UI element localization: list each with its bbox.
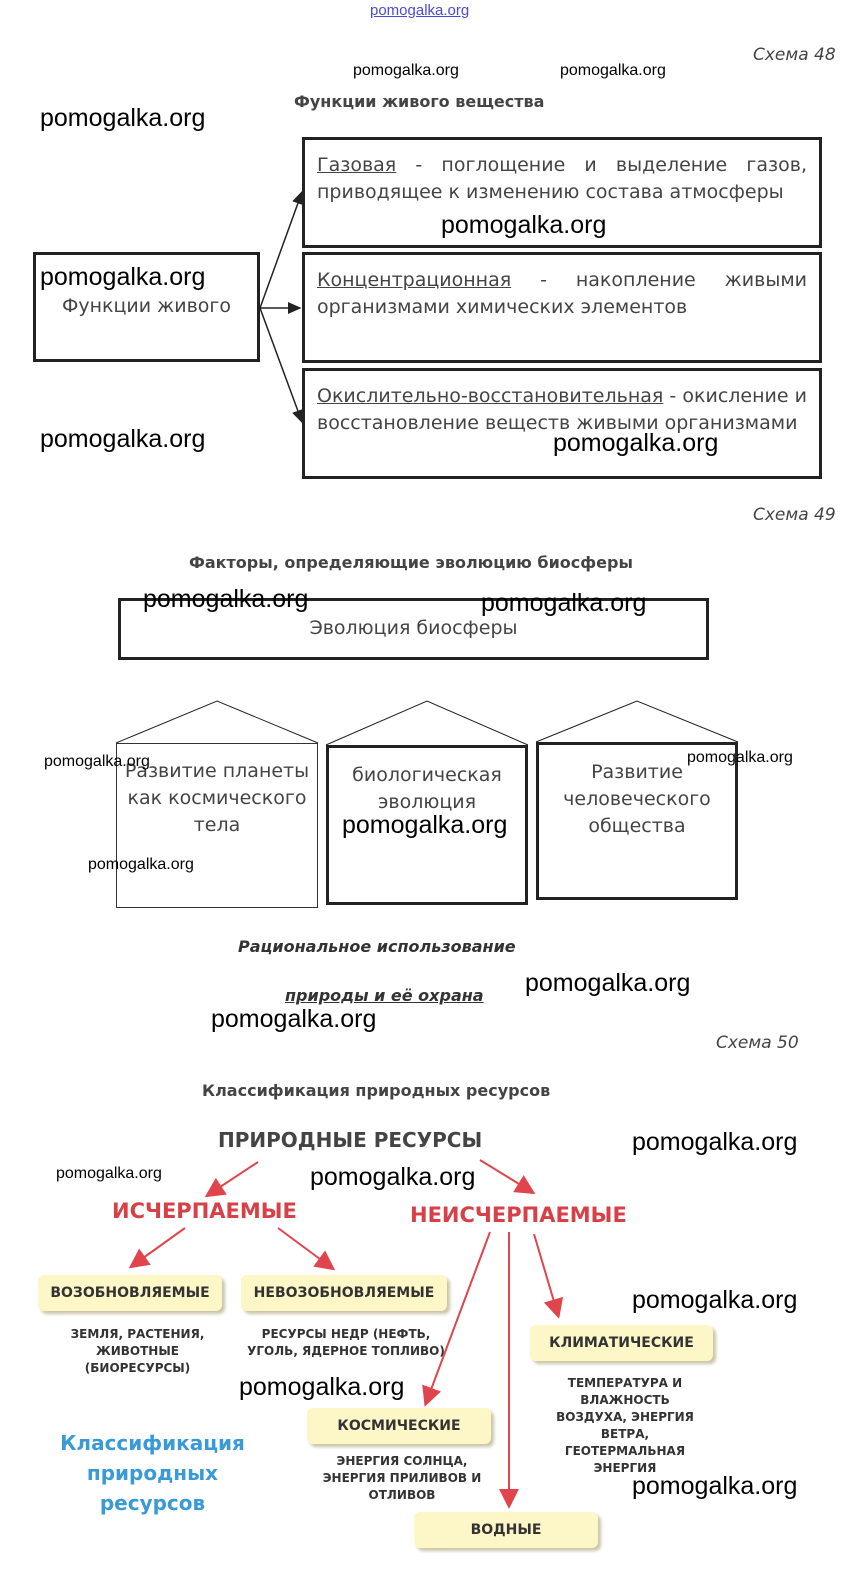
arrow-exh-nonrenewable — [278, 1228, 332, 1268]
watermark: pomogalka.org — [560, 62, 666, 79]
function-name-concentration: Концентрационная — [317, 269, 512, 291]
watermark: pomogalka.org — [44, 753, 150, 770]
watermark: pomogalka.org — [40, 263, 206, 291]
watermark: pomogalka.org — [88, 856, 194, 873]
cosmic-desc: ЭНЕРГИЯ СОЛНЦА, ЭНЕРГИЯ ПРИЛИВОВ И ОТЛИВОВ — [322, 1454, 482, 1502]
schema-48-title: Функции живого вещества — [294, 92, 545, 111]
watermark: pomogalka.org — [632, 1286, 798, 1314]
roof-3 — [536, 701, 738, 742]
schema-50-number: Схема 50 — [716, 1033, 799, 1053]
watermark: pomogalka.org — [525, 969, 691, 997]
factor-label-planet: Развитие планеты как космического тела — [124, 760, 310, 836]
roof-1 — [116, 701, 318, 743]
function-box-concentration — [302, 252, 822, 363]
arrow-to-gas — [260, 192, 302, 308]
factor-label-biological: биологическая эволюция — [352, 764, 502, 813]
nonrenewable-box: НЕВОЗОБНОВЛЯЕМЫЕ — [241, 1275, 447, 1311]
roof-2 — [326, 701, 528, 745]
schema-49-title: Факторы, определяющие эволюцию биосферы — [189, 553, 633, 572]
renewable-box: ВОЗОБНОВЛЯЕМЫЕ — [38, 1275, 222, 1311]
function-desc-gas: - поглощение и выделение газов, приводящее к изменению состава атмосферы — [317, 154, 807, 203]
function-name-redox: Окислительно-восстановительная — [317, 385, 664, 407]
arrow-root-inexhaustible — [480, 1160, 532, 1192]
watermark: pomogalka.org — [56, 1165, 162, 1182]
inexhaustible-label: НЕИСЧЕРПАЕМЫЕ — [410, 1203, 627, 1227]
cosmic-box: КОСМИЧЕСКИЕ — [307, 1408, 491, 1444]
watermark: pomogalka.org — [310, 1163, 476, 1191]
nonrenewable-desc: РЕСУРСЫ НЕДР (НЕФТЬ, УГОЛЬ, ЯДЕРНОЕ ТОПЛИВО) — [247, 1327, 445, 1358]
arrow-exh-renewable — [132, 1228, 185, 1266]
arrow-root-exhaustible — [208, 1162, 258, 1195]
watermark: pomogalka.org — [353, 62, 459, 79]
schema-49-number: Схема 49 — [753, 505, 836, 525]
blue-classification-caption: Классификация природных ресурсов — [60, 1431, 245, 1515]
biosphere-evolution-label: Эволюция биосферы — [309, 617, 518, 639]
renewable-desc: ЗЕМЛЯ, РАСТЕНИЯ, ЖИВОТНЫЕ (БИОРЕСУРСЫ) — [70, 1327, 205, 1375]
factor-label-society: Развитие человеческого общества — [563, 761, 711, 837]
water-box: ВОДНЫЕ — [414, 1512, 598, 1548]
watermark: pomogalka.org — [342, 811, 508, 839]
arrow-inexh-climatic — [534, 1234, 558, 1315]
watermark: pomogalka.org — [553, 429, 719, 457]
climatic-box: КЛИМАТИЧЕСКИЕ — [530, 1325, 713, 1361]
rational-use-line2: природы и её охрана — [285, 986, 484, 1005]
schema-50-title: Классификация природных ресурсов — [202, 1081, 551, 1100]
arrow-to-redox — [260, 308, 302, 422]
watermark: pomogalka.org — [481, 589, 647, 617]
watermark: pomogalka.org — [211, 1005, 377, 1033]
watermark: pomogalka.org — [40, 425, 206, 453]
watermark: pomogalka.org — [687, 749, 793, 766]
watermark: pomogalka.org — [441, 211, 607, 239]
schema-48-number: Схема 48 — [753, 45, 836, 65]
climatic-desc: ТЕМПЕРАТУРА И ВЛАЖНОСТЬ ВОЗДУХА, ЭНЕРГИЯ ВЕТРА, ГЕОТЕРМАЛЬНАЯ ЭНЕРГИЯ — [556, 1376, 694, 1475]
arrow-inexh-cosmic — [426, 1232, 490, 1403]
function-name-gas: Газовая — [317, 154, 397, 176]
function-desc-redox: - окисление и восстановление веществ живыми организмами — [317, 385, 807, 434]
watermark: pomogalka.org — [40, 104, 206, 132]
watermark: pomogalka.org — [239, 1373, 405, 1401]
function-box-redox — [302, 368, 822, 479]
natural-resources-root: ПРИРОДНЫЕ РЕСУРСЫ — [218, 1128, 483, 1152]
rational-use-line1: Рациональное использование — [238, 937, 516, 956]
watermark: pomogalka.org — [632, 1128, 798, 1156]
function-desc-concentration: - накопление живыми организмами химических элементов — [317, 269, 807, 318]
functions-center-label: Функции живого — [61, 295, 232, 317]
watermark: pomogalka.org — [143, 585, 309, 613]
watermark: pomogalka.org — [632, 1472, 798, 1500]
exhaustible-label: ИСЧЕРПАЕМЫЕ — [112, 1199, 297, 1223]
top-watermark[interactable]: pomogalka.org — [370, 2, 470, 19]
